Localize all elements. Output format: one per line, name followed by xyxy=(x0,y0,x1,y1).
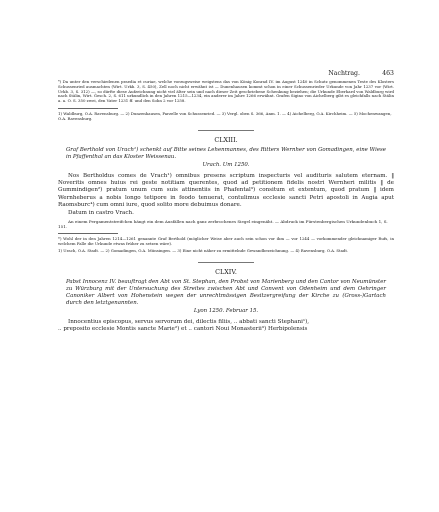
document-summary: Pabst Innocenz IV. beauftragt den Abt von St. Stephan, den Probst von Marienberg und den Cantor von Neumünster zu Würzburg mit der Untersuchung des Streites zwischen Abt und Convent von Odenheim und dem Oehringer Canoniker Albert von Hohenstein wegen der unrechtmässigen Besitzergreifung der Kirche zu (Gross-)Gartach durch den letztgenannten. xyxy=(66,278,386,306)
document-text: Nos Bertholdus comes de Vrach¹) omnibus presens scriptum inspecturis vel audituris salutem eternam. ‖ Noveritis omnes huius rei geste notitiam querentes, quod ad petitionem fidelis nostri Wernheri militis ‖ de Gummindigen²) pratum unum cum suis attinentiis in Phafental³) consitum et extentum, quod pratum ‖ idem Wernheberus a nobis longo tetipore in feodo tenuerat, contulimus ecclesie sancti Petri apostoli in Augia aput Raomsburc⁴) cum omni iure, quod solito more debuimus donare. xyxy=(58,172,394,209)
document-number: CLXIV. xyxy=(215,267,237,276)
document-text-line: .. preposito ecclesie Montis sancte Marie²) et .. cantori Noui Monasterii³) Herbipolensis xyxy=(58,326,308,332)
document-text-line: Innocentius episcopus, servus servorum dei, dilectis filiis, .. abbati sancti Stephani¹), xyxy=(68,318,310,325)
footnote-rule xyxy=(58,108,118,109)
page-number: 463 xyxy=(382,70,394,77)
section-divider xyxy=(198,262,254,263)
document-footnote-refs: 1) Urach, O.A. Stadt. — 2) Gomadingen, O.A. Münsingen. — 3) Eine nicht näher zu ermittelnde Gewandbezeichnung. — 4) Ravensburg, O.A. Stadt. xyxy=(58,247,349,253)
document-date: Lyon 1250. Februar 15. xyxy=(193,307,259,314)
document-closing: Datum in castro Vrach. xyxy=(68,209,134,216)
top-footnote: ⁴) Da unter den verschiedenen praedia et curiae, welche vorzugsweise weigstens das von König Konrad IV. im August 1240 in Schutz genommenen Teste des Klosters Schussenried ausmachten (Wirt. Urkb. 3, S. 450), Zell noch nicht erwähnt ist — Dunenhausen kommt schon in einer Schussenrieder Urkunde von Jahr 1237 vor (Wirt. Urkb. 3, S. 312) —, so dürfte diese Aufzeichnung nicht viel älter sein und nach dieser Zeit geschriebene Schenkung beziehen; die Urkunde Eberhard von Waldburg wird nach Stälin, Wirt. Gesch. 2, S. 611 urkundlich in den Jahren 1215—1234, ein anderer im Jahre 1266 erwähnt. Grafen Sigino von Aichelberg gibt es gleichfalls nach Stälin a. a. O. S. 350 zwei, den Vater 1231 ff. und den Sohn 2 vor 1258. xyxy=(58,79,394,104)
seal-note: An einem Pergamentstreifchen hängt ein dem Ausfällen nach ganz zerbrochenes Siegel eingenäht. — Abdruck im Fürstenbergischen Urkundenbuch 1, S. 151. xyxy=(58,219,388,230)
document-summary: Graf Berthold von Urach¹) schenkt auf Bitte seines Lehenmannes, des Ritters Wernher von Gomadingen, eine Wiese in Pfaffenthal an das Kloster Weissenau. xyxy=(66,146,386,160)
document-footnote: *) Wohl der in den Jahren 1214—1261 genannte Graf Berthold (möglicher Weise aber auch sein schon vor ihm — vor 1244 — vorkommender gleichnamiger Rufs, in welchem Falle die Urkunde etwas früher zu setzen wäre). xyxy=(58,236,394,246)
document-number: CLXIII. xyxy=(214,135,238,144)
footnote-rule xyxy=(58,233,118,234)
section-divider xyxy=(198,130,254,131)
top-footnote-refs: 1) Waldburg, O.A. Ravensburg. — 2) Dunzenhausen, Parzelle von Schussenried. — 3) Vergl. oben S. 366, Anm. 1. — 4) Aichelberg, O.A. Kirchheim. — 5) Mochenwangen, O.A. Ravensburg. xyxy=(58,110,392,121)
document-date: Urach. Um 1250. xyxy=(202,161,250,168)
running-title: Nachtrag. xyxy=(328,70,360,77)
page-header xyxy=(58,70,394,80)
document-page xyxy=(58,70,394,333)
